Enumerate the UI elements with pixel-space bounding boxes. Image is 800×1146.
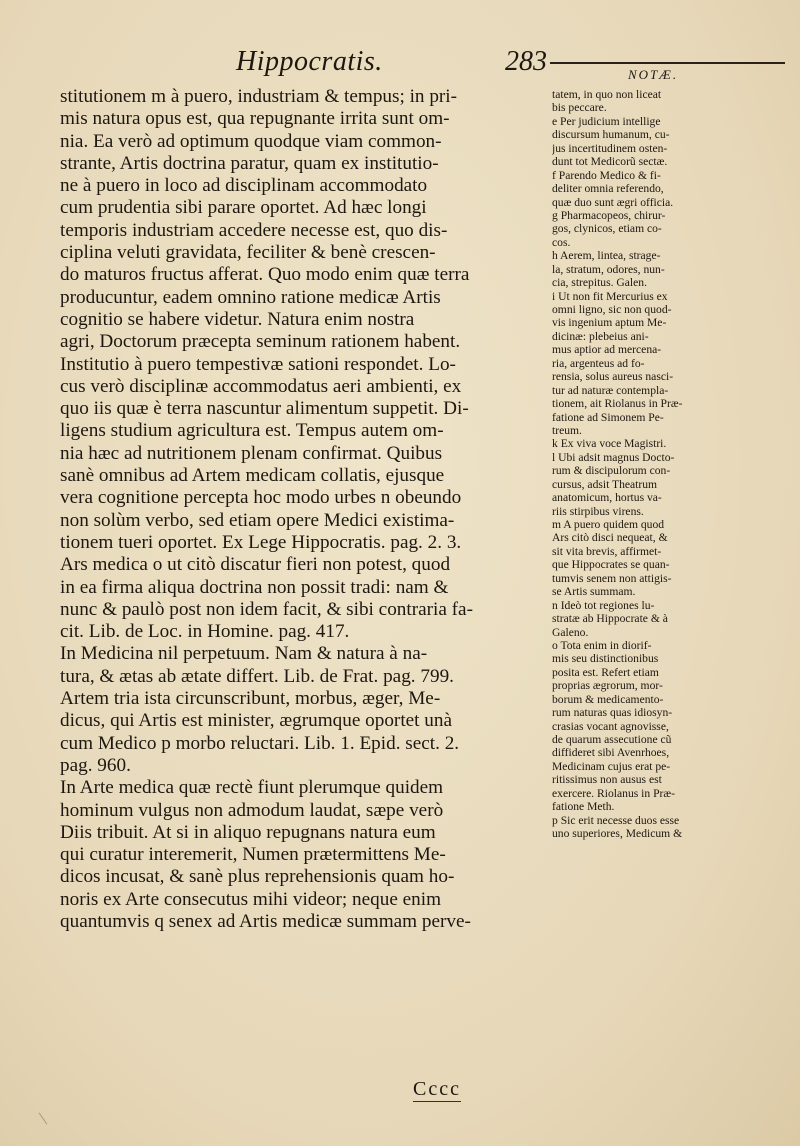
main-text-line: tionem tueri oportet. Ex Lege Hippocratis. pag. 2. 3. [60,531,462,553]
marginal-note-line: anatomicum, hortus va- [552,491,662,505]
marginal-notes-column [552,88,787,841]
marginal-note-line: m A puero quidem quod [552,518,665,531]
marginal-note-line: Ars citò disci nequeat, & [552,531,668,545]
main-text-line: do maturos fructus afferat. Quo modo enim quæ terra [60,264,470,286]
marginal-note-line: tur ad naturæ contempla- [552,383,669,397]
marginal-note-line: quæ duo sunt ægri officia. [552,195,674,209]
marginal-note-line: p Sic erit necesse duos esse [552,813,680,827]
marginal-note-line: deliter omnia referendo, [552,182,664,196]
marginal-note-line: gos, clynicos, etiam co- [552,222,662,236]
marginal-note-line: la, stratum, odores, nun- [552,262,665,276]
marginal-note-line: dunt tot Medicorũ sectæ. [552,155,668,169]
marginal-note-line: jus incertitudinem osten- [552,141,668,155]
marginal-note-line: cursus, adsit Theatrum [552,477,658,491]
marginal-note-line: fatione ad Simonem Pe- [552,410,664,424]
marginal-note-line: mus aptior ad mercena- [552,343,662,357]
main-text-line: cum Medico p morbo reluctari. Lib. 1. Epid. sect. 2. [60,732,460,754]
main-text-line: vera cognitione percepta hoc modo urbes n obeundo [60,487,462,509]
main-text-line: nia. Ea verò ad optimum quodque viam common- [60,130,442,152]
main-text-line: temporis industriam accedere necesse est, quo dis- [60,219,448,241]
marginal-note-line: cos. [552,235,571,249]
marginal-note-line: vis ingenium aptum Me- [552,316,667,330]
main-text-line: cus verò disciplinæ accommodatus aeri ambienti, ex [60,375,462,397]
page-header [0,40,800,90]
marginal-note-line: exercere. Riolanus in Præ- [552,786,675,800]
main-text-line: producuntur, eadem omnino ratione medicæ Artis [60,286,441,308]
marginal-note-line: omni ligno, sic non quod- [552,303,672,316]
running-title: Hippocratis. [236,46,383,77]
main-text-line: Artem tria ista circunscribunt, morbus, æger, Me- [60,688,441,710]
marginal-note-line: discursum humanum, cu- [552,128,670,142]
main-text-line: Institutio à puero tempestivæ sationi respondet. Lo- [60,353,456,375]
marginal-note-line: k Ex viva voce Magistri. [552,437,667,451]
marginal-note-line: que Hippocrates se quan- [552,558,670,572]
page-number: 283 [505,46,547,77]
main-text-line: in ea firma aliqua doctrina non possit tradi: nam & [60,576,449,598]
marginal-note-line: crasias vocant agnovisse, [552,719,669,733]
main-text-line: noris ex Arte consecutus mihi videor; neque enim [60,888,441,910]
marginal-note-line: f Parendo Medico & fi- [552,168,661,182]
main-text-line: In Arte medica quæ rectè fiunt plerumque quidem [60,777,444,799]
marginal-note-line: bis peccare. [552,101,607,115]
main-text-line: cit. Lib. de Loc. in Homine. pag. 417. [60,621,350,643]
marginal-note-line: l Ubi adsit magnus Docto- [552,450,675,464]
main-text-line: ligens studium agricultura est. Tempus autem om- [60,420,444,442]
header-rule [550,62,785,64]
main-text-line: qui curatur interemerit, Numen prætermittens Me- [60,844,446,866]
marginal-note-line: tionem, ait Riolanus in Præ- [552,397,683,411]
marginal-note-line: n Ideò tot regiones lu- [552,598,655,612]
marginal-note-line: Medicinam cujus erat pe- [552,759,671,773]
marginal-note-line: diffideret sibi Avenrhoes, [552,746,670,760]
signature-mark: Cccc [413,1078,461,1100]
marginal-note-line: ritissimus non ausus est [552,773,662,787]
marginal-note-line: o Tota enim in diorif- [552,638,652,652]
marginal-note-line: ria, argenteus ad fo- [552,356,645,370]
marginal-note-line: stratæ ab Hippocrate & à [552,612,668,626]
main-text-line: quo iis quæ è terra nascuntur alimentum suppetit. Di- [60,398,469,420]
marginal-note-line: tatem, in quo non liceat [552,88,662,101]
main-text-line: dicos incusat, & sanè plus reprehensionis quam ho- [60,866,455,888]
marginal-note-line: rum naturas quas idiosyn- [552,706,673,720]
main-text-line: ne à puero in loco ad disciplinam accommodato [60,175,428,197]
marginal-note-line: rum & discipulorum con- [552,464,671,478]
main-text-line: ciplina veluti gravidata, feciliter & benè crescen- [60,242,436,264]
main-text-line: non solùm verbo, sed etiam opere Medici existima- [60,509,455,531]
main-text-line: nia hæc ad nutritionem plenam confirmat. Quibus [60,442,443,464]
marginal-note-line: mis seu distinctionibus [552,652,659,666]
marginal-note-line: borum & medicamento- [552,692,664,706]
main-text-line: sanè omnibus ad Artem medicam collatis, ejusque [60,465,445,487]
main-text-line: In Medicina nil perpetuum. Nam & natura à na- [60,643,428,665]
marginal-note-line: riis stirpibus virens. [552,504,644,518]
main-text-line: cum prudentia sibi parare oportet. Ad hæc longi [60,197,427,219]
marginal-note-line: i Ut non fit Mercurius ex [552,289,668,303]
page-edge-mark [39,1112,48,1124]
marginal-note-line: tumvis senem non attigis- [552,571,672,585]
main-text-line: strante, Artis doctrina paratur, quam ex institutio- [60,152,439,174]
main-text-line: quantumvis q senex ad Artis medicæ summam perve- [60,910,471,932]
notes-heading: NOTÆ. [628,67,679,82]
main-text-line: pag. 960. [60,754,131,776]
marginal-note-line: h Aerem, lintea, strage- [552,249,661,263]
marginal-note-line: proprias ægrorum, mor- [552,679,663,693]
main-text-line: tura, & ætas ab ætate differt. Lib. de Frat. pag. 799. [60,665,454,687]
marginal-note-line: posita est. Refert etiam [552,665,659,679]
marginal-note-line: se Artis summam. [552,585,636,599]
marginal-note-line: rensia, solus aureus nasci- [552,370,674,384]
main-text-line: dicus, qui Artis est minister, ægrumque oportet unà [60,710,452,732]
marginal-note-line: treum. [552,423,582,437]
marginal-note-line: fatione Meth. [552,800,615,814]
main-text-line: hominum vulgus non admodum laudat, sæpe verò [60,799,444,821]
main-text-line: nunc & paulò post non idem facit, & sibi contraria fa- [60,598,473,620]
main-text-line: Ars medica o ut citò discatur fieri non potest, quod [60,554,451,576]
marginal-note-line: g Pharmacopeos, chirur- [552,208,666,222]
marginal-note-line: sit vita brevis, affirmet- [552,544,662,558]
marginal-note-line: dicinæ: plebeius ani- [552,329,649,343]
main-text-column [60,86,548,933]
marginal-note-line: de quarum assecutione cũ [552,733,672,746]
main-text-line: mis natura opus est, qua repugnante irrita sunt om- [60,108,450,130]
main-text-line: Diis tribuit. At si in aliquo repugnans natura eum [60,821,436,843]
main-text-line: agri, Doctorum præcepta seminum rationem habent. [60,331,461,353]
marginal-note-line: e Per judicium intellige [552,114,661,128]
marginal-note-line: uno superiores, Medicum & [552,827,683,841]
main-text-line: cognitio se habere videtur. Natura enim nostra [60,308,415,330]
main-text-line: stitutionem m à puero, industriam & tempus; in pri- [60,86,458,107]
marginal-note-line: cia, strepitus. Galen. [552,276,647,290]
marginal-note-line: Galeno. [552,625,589,639]
